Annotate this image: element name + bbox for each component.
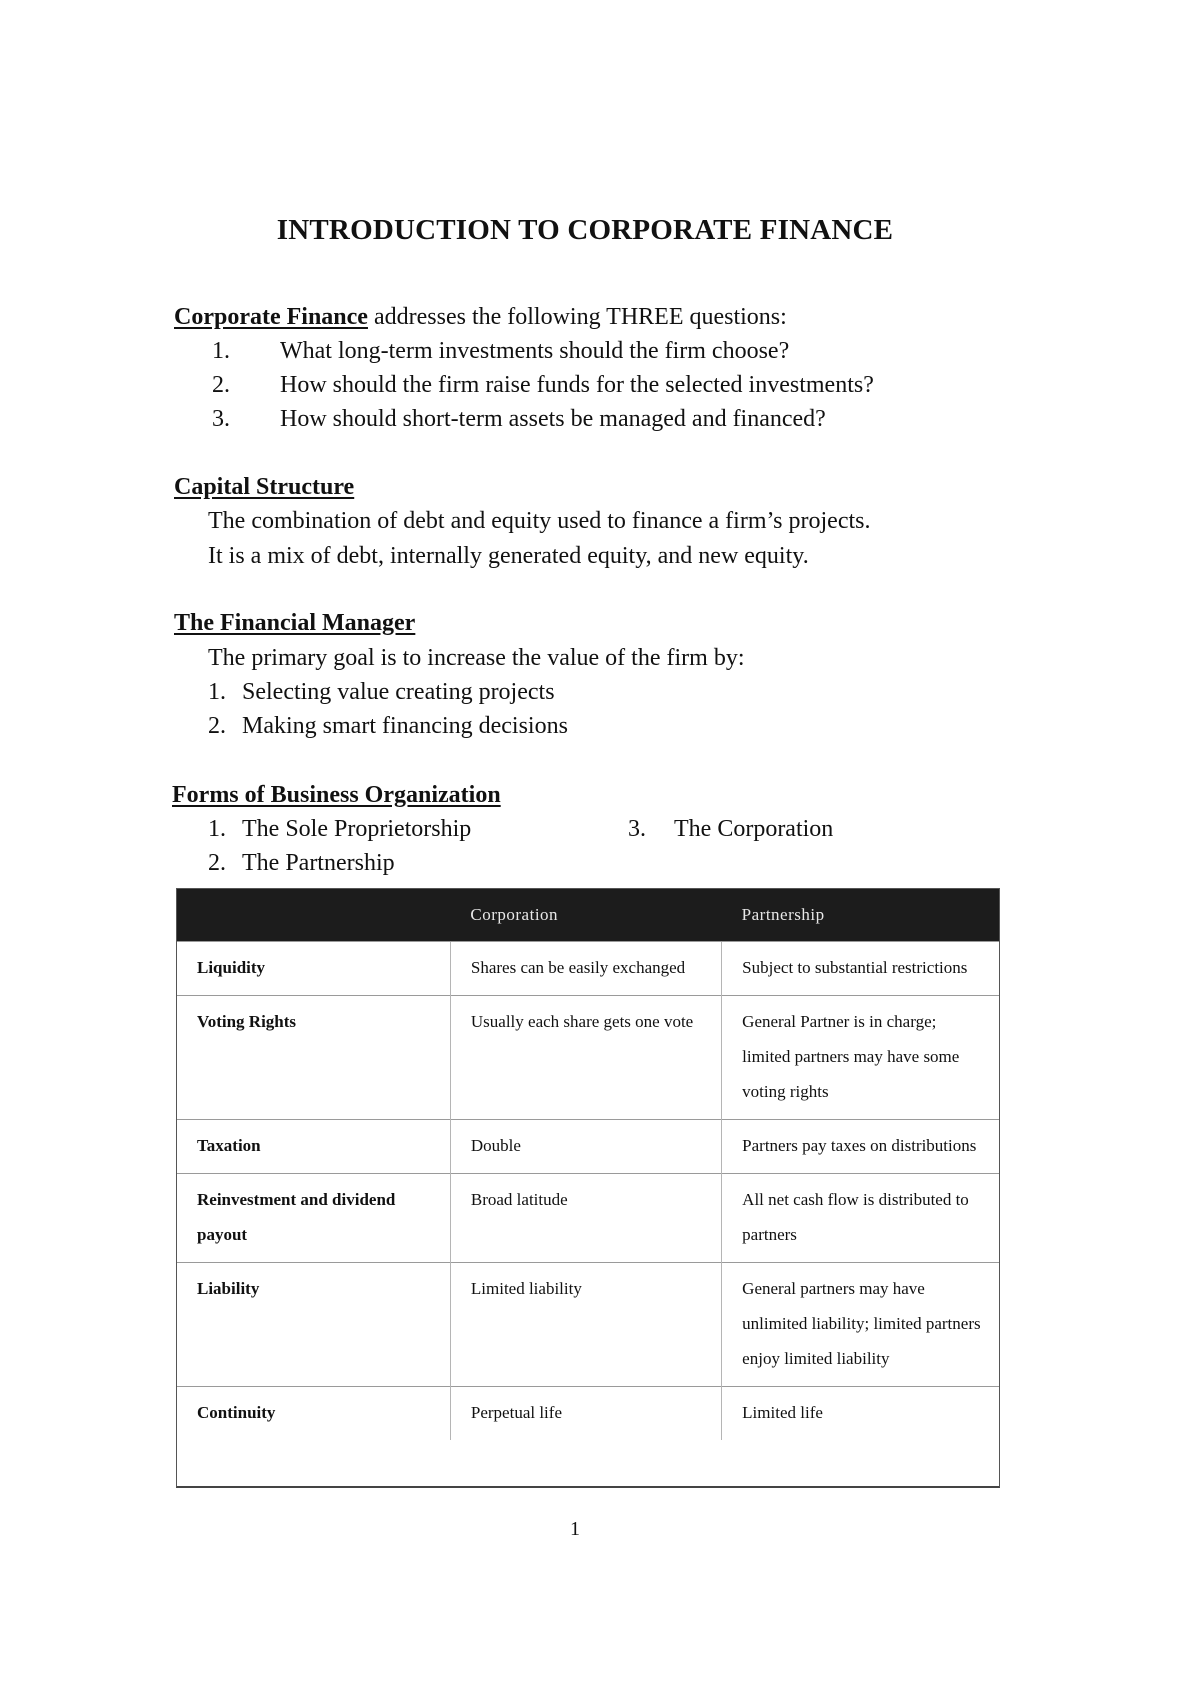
- table-header-corporation: Corporation: [450, 889, 721, 942]
- financial-manager-heading: The Financial Manager: [174, 610, 416, 636]
- corporation-cell: Shares can be easily exchanged: [450, 942, 721, 996]
- intro-lead-rest: addresses the following THREE questions:: [367, 304, 787, 330]
- row-label: Liability: [177, 1263, 450, 1387]
- form-number: 1.: [208, 816, 226, 842]
- form-item: [208, 816, 471, 843]
- table-header-row: [177, 889, 999, 942]
- corporation-cell: Double: [450, 1120, 721, 1174]
- goal-number: 2.: [208, 713, 226, 739]
- financial-manager-lead: The primary goal is to increase the value of the firm by:: [208, 645, 745, 671]
- question-text: How should short-term assets be managed and financed?: [280, 406, 826, 432]
- comparison-table: [176, 888, 1000, 1488]
- partnership-cell: All net cash flow is distributed to partners: [722, 1174, 999, 1263]
- question-item: [212, 406, 826, 433]
- table-row: [177, 1263, 999, 1387]
- corporation-cell: Broad latitude: [450, 1174, 721, 1263]
- goal-text: Making smart financing decisions: [242, 713, 568, 739]
- question-text: What long-term investments should the firm choose?: [280, 338, 790, 364]
- question-text: How should the firm raise funds for the selected investments?: [280, 372, 874, 398]
- table-header-partnership: Partnership: [722, 889, 999, 942]
- table-row: [177, 1387, 999, 1441]
- form-item: [628, 816, 833, 843]
- question-item: [212, 372, 874, 399]
- partnership-cell: Limited life: [722, 1387, 999, 1441]
- goal-item: [208, 713, 568, 740]
- form-number: 2.: [208, 850, 226, 876]
- intro-sentence: [174, 304, 787, 331]
- capital-structure-line: It is a mix of debt, internally generated equity, and new equity.: [208, 543, 809, 569]
- form-item: [208, 850, 395, 877]
- row-label: Reinvestment and dividend payout: [177, 1174, 450, 1263]
- corporation-cell: Limited liability: [450, 1263, 721, 1387]
- form-text: The Corporation: [674, 816, 834, 842]
- question-number: 3.: [212, 406, 230, 432]
- goal-text: Selecting value creating projects: [242, 679, 555, 705]
- row-label: Voting Rights: [177, 996, 450, 1120]
- forms-heading: Forms of Business Organization: [172, 782, 501, 808]
- partnership-cell: General Partner is in charge; limited partners may have some voting rights: [722, 996, 999, 1120]
- form-number: 3.: [628, 816, 646, 842]
- table-row: [177, 942, 999, 996]
- form-text: The Partnership: [242, 850, 395, 876]
- question-number: 1.: [212, 338, 230, 364]
- form-text: The Sole Proprietorship: [242, 816, 472, 842]
- goal-item: [208, 679, 555, 706]
- partnership-cell: Partners pay taxes on distributions: [722, 1120, 999, 1174]
- partnership-cell: Subject to substantial restrictions: [722, 942, 999, 996]
- row-label: Continuity: [177, 1387, 450, 1441]
- capital-structure-line: The combination of debt and equity used to finance a firm’s projects.: [208, 508, 871, 534]
- capital-structure-heading: Capital Structure: [174, 474, 355, 500]
- corporation-cell: Usually each share gets one vote: [450, 996, 721, 1120]
- row-label: Liquidity: [177, 942, 450, 996]
- table-row: [177, 1120, 999, 1174]
- partnership-cell: General partners may have unlimited liability; limited partners enjoy limited liability: [722, 1263, 999, 1387]
- intro-lead-term: Corporate Finance: [174, 304, 368, 330]
- row-label: Taxation: [177, 1120, 450, 1174]
- corporation-cell: Perpetual life: [450, 1387, 721, 1441]
- table-row: [177, 1174, 999, 1263]
- goal-number: 1.: [208, 679, 226, 705]
- table-row: [177, 996, 999, 1120]
- table-header-blank: [177, 889, 450, 942]
- question-number: 2.: [212, 372, 230, 398]
- page-number: 1: [570, 1518, 580, 1540]
- question-item: [212, 338, 789, 365]
- page-title: INTRODUCTION TO CORPORATE FINANCE: [276, 214, 894, 246]
